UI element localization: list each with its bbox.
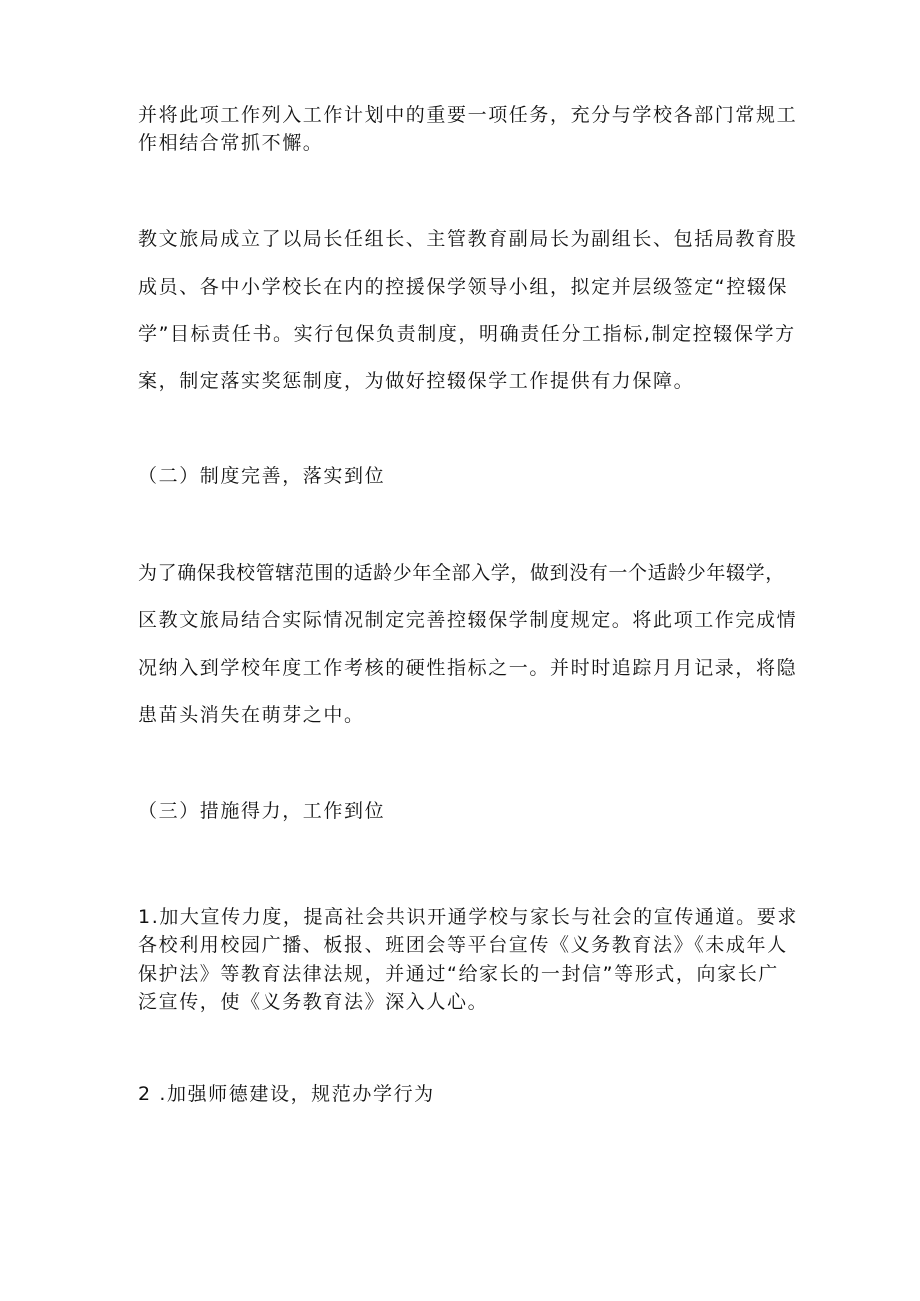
list-item-line: 泛宣传，使《义务教育法》深入人心。	[138, 991, 489, 1013]
section-heading: （二）制度完善，落实到位	[138, 465, 386, 487]
paragraph-line: 况纳入到学校年度工作考核的硬性指标之一。并时时追踪月月记录，将隐	[138, 657, 798, 679]
paragraph-line: 案，制定落实奖惩制度，为做好控辍保学工作提供有力保障。	[138, 370, 695, 392]
paragraph-line: 为了确保我校管辖范围的适龄少年全部入学，做到没有一个适龄少年辍学，	[138, 562, 785, 584]
list-item-line: 保护法》等教育法律法规，并通过“给家长的一封信”等形式，向家长广	[138, 963, 779, 985]
list-item-line: 1.加大宣传力度，提高社会共识开通学校与家长与社会的宣传通道。要求	[138, 906, 798, 928]
paragraph-line: 区教文旅局结合实际情况制定完善控辍保学制度规定。将此项工作完成情	[138, 609, 798, 631]
paragraph-line: 患苗头消失在萌芽之中。	[138, 704, 365, 726]
paragraph-line: 教文旅局成立了以局长任组长、主管教育副局长为副组长、包括局教育股	[138, 228, 798, 250]
list-item-line: 各校利用校园广播、板报、班团会等平台宣传《义务教育法》《未成年人	[138, 934, 788, 956]
paragraph-line: 学”目标责任书。实行包保负责制度，明确责任分工指标,制定控辍保学方	[138, 323, 796, 345]
paragraph-line: 并将此项工作列入工作计划中的重要一项任务，充分与学校各部门常规工	[138, 104, 798, 126]
paragraph-line: 作相结合常抓不懈。	[138, 132, 324, 154]
paragraph-line: 成员、各中小学校长在内的控援保学领导小组，拟定并层级签定“控辍保	[138, 276, 789, 298]
section-heading: （三）措施得力，工作到位	[138, 800, 386, 822]
list-item-heading: 2 .加强师德建设，规范办学行为	[138, 1083, 435, 1105]
